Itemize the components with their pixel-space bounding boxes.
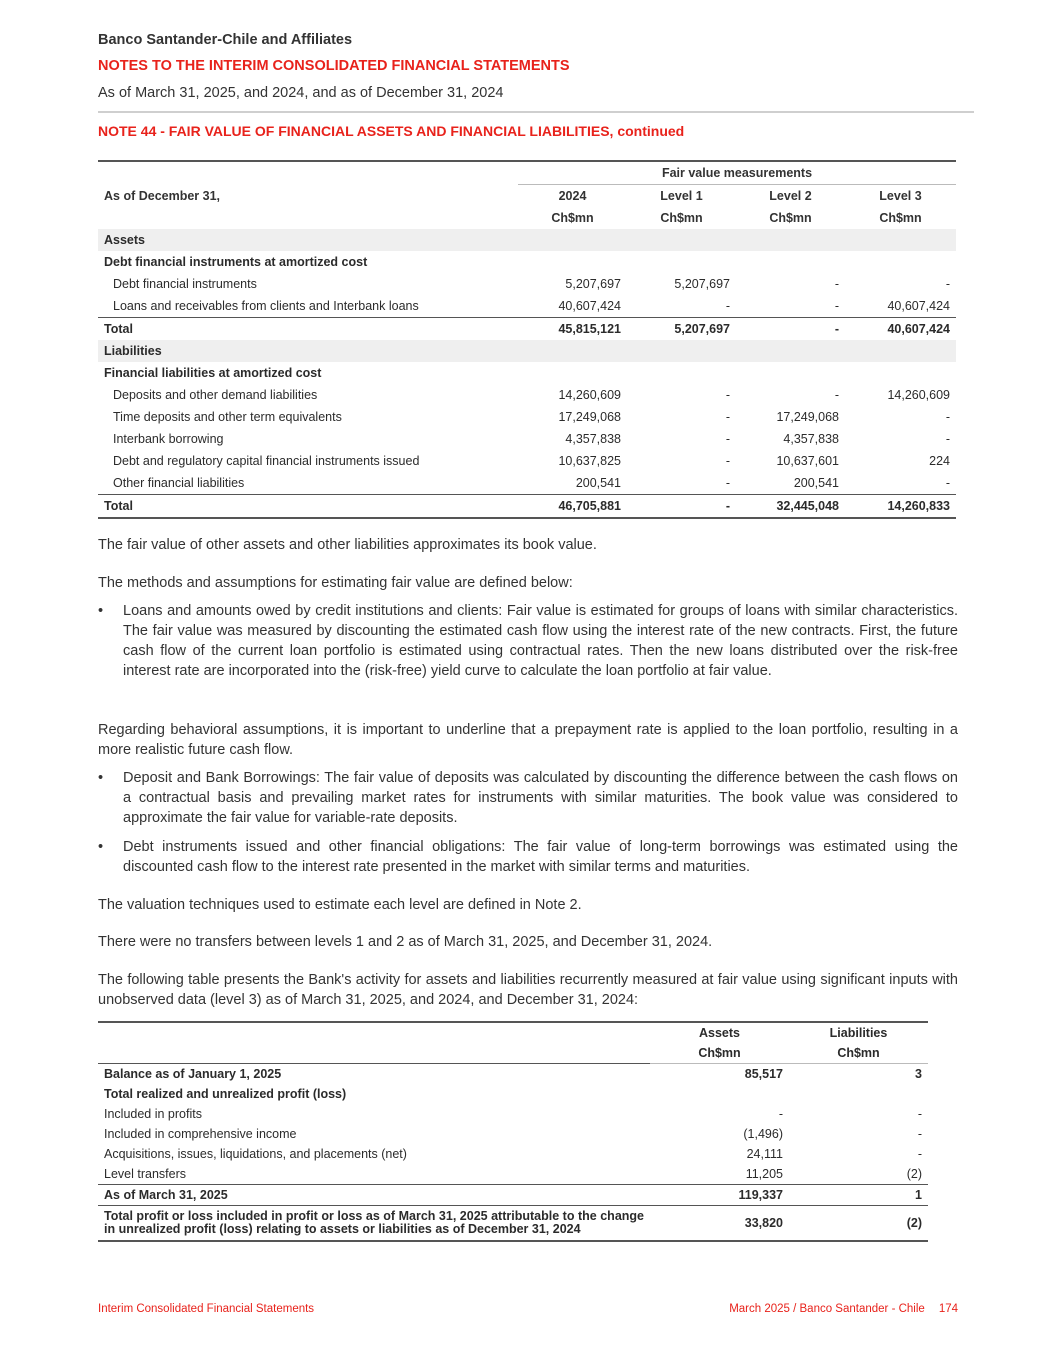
cell-value: 1 bbox=[789, 1185, 928, 1206]
cell-value: (2) bbox=[789, 1206, 928, 1242]
cell-value: 5,207,697 bbox=[627, 318, 736, 341]
cell-value: 14,260,609 bbox=[887, 388, 950, 402]
bullet-item bbox=[98, 837, 958, 877]
cell-value: - bbox=[945, 476, 950, 490]
cell-value: 14,260,833 bbox=[845, 495, 956, 519]
row-label: Balance as of January 1, 2025 bbox=[98, 1064, 650, 1085]
subsection-label: Total realized and unrealized profit (loss) bbox=[104, 1087, 347, 1101]
bullet-text: Debt instruments issued and other financial obligations: The fair value of long-term borrowings was estimated using the discounted cash flow to the interest rate presented in the market with similar terms and maturities. bbox=[123, 839, 958, 875]
row-label: Total bbox=[98, 318, 518, 341]
section-row bbox=[98, 340, 956, 362]
row-label: As of March 31, 2025 bbox=[98, 1185, 650, 1206]
table-units-row bbox=[98, 1043, 928, 1064]
table-row bbox=[98, 273, 956, 295]
table-row bbox=[98, 428, 956, 450]
row-header: As of December 31, bbox=[104, 188, 221, 203]
col-header: Liabilities bbox=[829, 1026, 888, 1040]
footer-left: Interim Consolidated Financial Statements bbox=[98, 1303, 315, 1315]
cell-value: 40,607,424 bbox=[887, 299, 950, 313]
col-header: Level 1 bbox=[660, 189, 703, 203]
unit-label: Ch$mn bbox=[551, 211, 594, 225]
cell-value: 14,260,609 bbox=[558, 388, 621, 402]
table-row bbox=[98, 1124, 928, 1144]
col-header: Assets bbox=[699, 1026, 740, 1040]
cell-value: 10,637,601 bbox=[776, 454, 839, 468]
cell-value: 4,357,838 bbox=[783, 432, 839, 446]
cell-value: 11,205 bbox=[745, 1167, 783, 1181]
cell-value: - bbox=[917, 1147, 922, 1161]
table-header-row bbox=[98, 185, 956, 208]
row-label: Time deposits and other term equivalents bbox=[113, 410, 342, 424]
subsection-label: Financial liabilities at amortized cost bbox=[104, 366, 322, 380]
header-divider bbox=[98, 111, 974, 113]
cell-value: 17,249,068 bbox=[776, 410, 839, 424]
cell-value: - bbox=[945, 432, 950, 446]
row-label: Deposits and other demand liabilities bbox=[113, 388, 318, 402]
row-label: Acquisitions, issues, liquidations, and placements (net) bbox=[104, 1147, 407, 1161]
row-label: Debt financial instruments bbox=[113, 277, 257, 291]
row-label: Total profit or loss included in profit or loss as of March 31, 2025 attributable to the change in unrealized profit (loss) relating to assets or liabilities as of December 31, 2024 bbox=[98, 1206, 650, 1242]
cell-value: 200,541 bbox=[793, 476, 839, 490]
cell-value: 32,445,048 bbox=[736, 495, 845, 519]
as-of-date: As of March 31, 2025, and 2024, and as of December 31, 2024 bbox=[98, 85, 504, 101]
cell-value: 224 bbox=[929, 454, 950, 468]
cell-value: - bbox=[834, 299, 839, 313]
cell-value: 46,705,881 bbox=[518, 495, 627, 519]
cell-value: (1,496) bbox=[743, 1127, 783, 1141]
paragraph: The methods and assumptions for estimating fair value are defined below: bbox=[98, 575, 573, 591]
cell-value: 4,357,838 bbox=[565, 432, 621, 446]
total-row bbox=[98, 1185, 928, 1206]
cell-value: - bbox=[945, 410, 950, 424]
bullet-marker: • bbox=[98, 770, 104, 786]
paragraph: The fair value of other assets and other liabilities approximates its book value. bbox=[98, 537, 597, 553]
row-label: Interbank borrowing bbox=[113, 432, 224, 446]
unit-label: Ch$mn bbox=[879, 211, 922, 225]
row-label: Debt and regulatory capital financial instruments issued bbox=[113, 454, 420, 468]
cell-value: - bbox=[917, 1107, 922, 1121]
subsection-row bbox=[98, 1084, 928, 1104]
cell-value: 5,207,697 bbox=[565, 277, 621, 291]
unit-label: Ch$mn bbox=[789, 1043, 928, 1064]
total-row bbox=[98, 1206, 928, 1242]
paragraph: The valuation techniques used to estimate each level are defined in Note 2. bbox=[98, 897, 582, 913]
row-label: Included in profits bbox=[104, 1107, 202, 1121]
cell-value: 3 bbox=[789, 1064, 928, 1085]
paragraph: There were no transfers between levels 1 and 2 as of March 31, 2025, and December 31, 2024. bbox=[98, 934, 713, 950]
table-units-row bbox=[98, 207, 956, 229]
page-number: 174 bbox=[938, 1303, 958, 1315]
table-row bbox=[98, 472, 956, 495]
cell-value: - bbox=[834, 388, 839, 402]
cell-value: 17,249,068 bbox=[558, 410, 621, 424]
row-label: Total bbox=[98, 495, 518, 519]
cell-value: (2) bbox=[906, 1167, 922, 1181]
cell-value: - bbox=[725, 388, 730, 402]
cell-value: - bbox=[725, 476, 730, 490]
table-row bbox=[98, 1104, 928, 1124]
cell-value: - bbox=[778, 1107, 783, 1121]
section-label: Assets bbox=[98, 229, 956, 251]
section-row bbox=[98, 229, 956, 251]
row-label: Included in comprehensive income bbox=[104, 1127, 297, 1141]
col-header: 2024 bbox=[558, 189, 587, 203]
paragraph: The following table presents the Bank's activity for assets and liabilities recurrently measured at fair value using significant inputs with unobserved data (level 3) as of March 31, 2025, and 2024, and December 31, 2024: bbox=[98, 972, 958, 1008]
col-header: Level 2 bbox=[769, 189, 812, 203]
bullet-text: Deposit and Bank Borrowings: The fair value of deposits was calculated by discounting the difference between the cash flows on a contractual basis and prevailing market rates for instruments with similar maturities. The book value was considered to approximate the fair value for variable-rate deposits. bbox=[123, 770, 958, 826]
cell-value: - bbox=[725, 299, 730, 313]
note-title: NOTE 44 - FAIR VALUE OF FINANCIAL ASSETS AND FINANCIAL LIABILITIES, continued bbox=[98, 123, 685, 139]
section-label: Liabilities bbox=[98, 340, 956, 362]
subsection-label: Debt financial instruments at amortized cost bbox=[104, 255, 368, 269]
cell-value: 5,207,697 bbox=[674, 277, 730, 291]
cell-value: - bbox=[725, 454, 730, 468]
unit-label: Ch$mn bbox=[769, 211, 812, 225]
table-row bbox=[98, 406, 956, 428]
fair-value-table bbox=[98, 160, 956, 519]
cell-value: 40,607,424 bbox=[558, 299, 621, 313]
cell-value: 10,637,825 bbox=[558, 454, 621, 468]
total-row bbox=[98, 495, 956, 519]
table-row bbox=[98, 450, 956, 472]
company-name: Banco Santander-Chile and Affiliates bbox=[98, 32, 353, 48]
row-label: Other financial liabilities bbox=[113, 476, 245, 490]
table-row bbox=[98, 1164, 928, 1185]
level3-activity-table bbox=[98, 1021, 928, 1242]
bullet-marker: • bbox=[98, 603, 104, 619]
table-header-row bbox=[98, 1022, 928, 1043]
cell-value: 200,541 bbox=[575, 476, 621, 490]
table-row bbox=[98, 1144, 928, 1164]
fair-value-group-header: Fair value measurements bbox=[518, 161, 956, 185]
cell-value: 24,111 bbox=[746, 1147, 783, 1161]
table-row bbox=[98, 384, 956, 406]
notes-title: NOTES TO THE INTERIM CONSOLIDATED FINANCIAL STATEMENTS bbox=[98, 58, 570, 74]
cell-value: 33,820 bbox=[650, 1206, 789, 1242]
paragraph: Regarding behavioral assumptions, it is important to underline that a prepayment rate is applied to the loan portfolio, resulting in a more realistic future cash flow. bbox=[98, 722, 958, 758]
cell-value: - bbox=[736, 318, 845, 341]
cell-value: - bbox=[725, 410, 730, 424]
unit-label: Ch$mn bbox=[650, 1043, 789, 1064]
bullet-item bbox=[98, 601, 958, 681]
cell-value: - bbox=[917, 1127, 922, 1141]
cell-value: - bbox=[725, 432, 730, 446]
cell-value: 119,337 bbox=[650, 1185, 789, 1206]
bullet-text: Loans and amounts owed by credit institutions and clients: Fair value is estimated for groups of loans with similar characteristics. The fair value was measured by discounting the estimated cash flow using the interest rate of the new contracts. First, the future cash flow of the current loan portfolio is estimated using contractual rates. Then the new loans distributed over the risk-free interest rate are incorporated into the (risk-free) yield curve to calculate the loan portfolio at fair value. bbox=[123, 603, 958, 679]
cell-value: 85,517 bbox=[650, 1064, 789, 1085]
bullet-item bbox=[98, 768, 958, 828]
cell-value: 45,815,121 bbox=[518, 318, 627, 341]
bullet-marker: • bbox=[98, 839, 104, 855]
footer-source: March 2025 / Banco Santander - Chile bbox=[729, 1303, 925, 1315]
col-header: Level 3 bbox=[879, 189, 922, 203]
subsection-row bbox=[98, 362, 956, 384]
table-row bbox=[98, 1064, 928, 1085]
footer-right bbox=[729, 1302, 958, 1316]
cell-value: 40,607,424 bbox=[845, 318, 956, 341]
table-row bbox=[98, 295, 956, 318]
page-header bbox=[98, 28, 958, 106]
row-label: Level transfers bbox=[104, 1167, 186, 1181]
unit-label: Ch$mn bbox=[660, 211, 703, 225]
cell-value: - bbox=[627, 495, 736, 519]
total-row bbox=[98, 318, 956, 341]
cell-value: - bbox=[834, 277, 839, 291]
table-header-row bbox=[98, 161, 956, 185]
row-label: Loans and receivables from clients and Interbank loans bbox=[113, 299, 419, 313]
subsection-row bbox=[98, 251, 956, 273]
cell-value: - bbox=[945, 277, 950, 291]
